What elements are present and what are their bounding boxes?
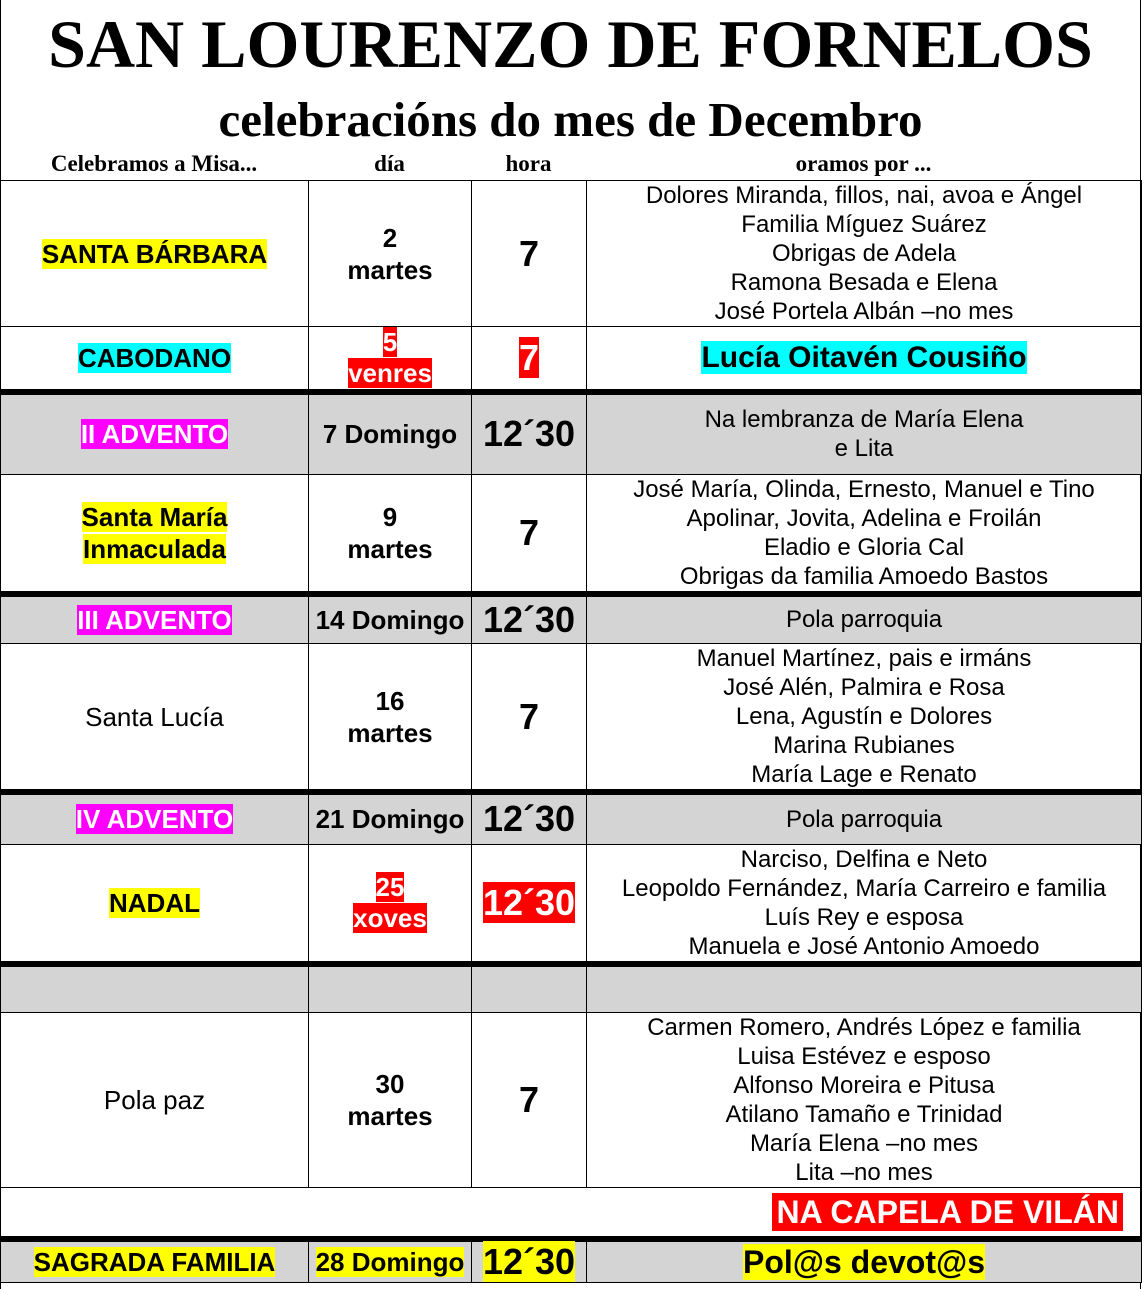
hour-cell bbox=[472, 474, 587, 594]
day-number: 2 bbox=[382, 222, 398, 253]
celebration-label: Pola paz bbox=[103, 1085, 206, 1115]
day-value: 14 Domingo bbox=[315, 604, 465, 635]
hour-cell bbox=[472, 644, 587, 793]
celebration-cell bbox=[1, 644, 309, 793]
table-row bbox=[1, 644, 1142, 793]
hour-cell bbox=[472, 844, 587, 964]
intention-line: José Alén, Palmira e Rosa bbox=[723, 674, 1005, 701]
intentions-cell bbox=[587, 844, 1142, 964]
intention-line: Alfonso Moreira e Pitusa bbox=[733, 1072, 995, 1099]
day-number: 16 bbox=[375, 685, 405, 716]
celebration-cell bbox=[1, 327, 309, 393]
empty-cell bbox=[472, 964, 587, 1013]
intentions-cell bbox=[587, 1239, 1142, 1283]
celebration-cell bbox=[1, 181, 309, 327]
celebration-label: IV ADVENTO bbox=[75, 804, 234, 835]
day-value: 21 Domingo bbox=[315, 804, 465, 835]
weekday: martes bbox=[347, 1101, 433, 1131]
day-cell bbox=[309, 474, 472, 594]
schedule-table bbox=[0, 180, 1142, 1283]
day-cell bbox=[309, 644, 472, 793]
intention-line: Atilano Tamaño e Trinidad bbox=[725, 1101, 1003, 1128]
day-cell bbox=[309, 392, 472, 474]
intentions-cell bbox=[587, 327, 1142, 393]
intention-line: Familia Míguez Suárez bbox=[741, 211, 987, 238]
intention-line: Obrigas de Adela bbox=[771, 240, 957, 267]
celebration-label-line: Inmaculada bbox=[82, 533, 227, 564]
intention-line: José María, Olinda, Ernesto, Manuel e Tino bbox=[633, 475, 1095, 503]
hour-value: 12´30 bbox=[482, 1240, 576, 1282]
intention-line: Leopoldo Fernández, María Carreiro e familia bbox=[621, 874, 1107, 902]
column-header-oramos: oramos por ... bbox=[795, 151, 932, 176]
celebration-label: SAGRADA FAMILIA bbox=[33, 1246, 276, 1277]
intentions-cell bbox=[587, 792, 1142, 844]
intentions-cell bbox=[587, 594, 1142, 644]
intention-line: Lena, Agustín e Dolores bbox=[735, 703, 993, 730]
day-cell bbox=[309, 327, 472, 393]
table-row bbox=[1, 1239, 1142, 1283]
intention-line: Luisa Estévez e esposo bbox=[737, 1043, 991, 1070]
celebration-cell bbox=[1, 594, 309, 644]
page-title: SAN LOURENZO DE FORNELOS bbox=[48, 6, 1093, 82]
celebration-label: NADAL bbox=[109, 887, 200, 918]
intention-line: e Lita bbox=[834, 435, 894, 463]
hour-value: 7 bbox=[518, 337, 540, 378]
column-header-dia: día bbox=[374, 151, 405, 176]
intention-line: Dolores Miranda, fillos, nai, avoa e Ángel bbox=[645, 182, 1083, 209]
intention-line: Ramona Besada e Elena bbox=[730, 269, 998, 296]
table-row bbox=[1, 844, 1142, 964]
intentions-cell bbox=[587, 181, 1142, 327]
intention-line: Luís Rey e esposa bbox=[764, 903, 964, 931]
notice-row bbox=[1, 1188, 1142, 1239]
hour-value: 7 bbox=[518, 1079, 540, 1120]
day-cell bbox=[309, 792, 472, 844]
celebration-label: II ADVENTO bbox=[80, 419, 229, 450]
celebration-cell bbox=[1, 474, 309, 594]
celebration-label-line: Santa María bbox=[81, 501, 228, 532]
weekday: martes bbox=[347, 717, 433, 748]
day-value: 28 Domingo bbox=[315, 1246, 465, 1277]
intention-line: Marina Rubianes bbox=[773, 732, 955, 759]
intention-line: Narciso, Delfina e Neto bbox=[740, 845, 988, 873]
weekday: xoves bbox=[353, 902, 427, 933]
table-row bbox=[1, 327, 1142, 393]
intention-line: Eladio e Gloria Cal bbox=[763, 533, 965, 561]
intention-line: Pola parroquia bbox=[785, 606, 943, 634]
day-cell bbox=[309, 181, 472, 327]
table-row bbox=[1, 1013, 1142, 1188]
intention-line: Pol@s devot@s bbox=[742, 1243, 985, 1280]
hour-value: 12´30 bbox=[482, 881, 576, 923]
celebration-label: Santa Lucía bbox=[85, 701, 224, 732]
empty-cell bbox=[1, 964, 309, 1013]
table-row bbox=[1, 392, 1142, 474]
hour-value: 12´30 bbox=[482, 598, 576, 640]
hour-cell bbox=[472, 1239, 587, 1283]
intention-line: José Portela Albán –no mes bbox=[714, 298, 1014, 325]
table-row bbox=[1, 474, 1142, 594]
notice-cell bbox=[1, 1188, 1142, 1239]
day-cell bbox=[309, 1239, 472, 1283]
day-cell bbox=[309, 1013, 472, 1188]
hour-value: 7 bbox=[518, 232, 540, 274]
intention-line: Lucía Oitavén Cousiño bbox=[701, 341, 1027, 374]
empty-cell bbox=[587, 964, 1142, 1013]
intention-line: Carmen Romero, Andrés López e familia bbox=[647, 1014, 1081, 1041]
table-row-empty bbox=[1, 964, 1142, 1013]
hour-cell bbox=[472, 392, 587, 474]
table-row bbox=[1, 181, 1142, 327]
page-subtitle: celebracións do mes de Decembro bbox=[218, 92, 923, 147]
intentions-cell bbox=[587, 474, 1142, 594]
intentions-cell bbox=[587, 644, 1142, 793]
hour-cell bbox=[472, 1013, 587, 1188]
celebration-cell bbox=[1, 844, 309, 964]
intention-line: María Lage e Renato bbox=[751, 761, 977, 788]
day-number: 30 bbox=[375, 1069, 405, 1099]
table-row bbox=[1, 792, 1142, 844]
weekday: martes bbox=[347, 533, 433, 564]
celebration-cell bbox=[1, 1239, 309, 1283]
day-cell bbox=[309, 844, 472, 964]
hour-cell bbox=[472, 181, 587, 327]
intentions-cell bbox=[587, 392, 1142, 474]
hour-value: 7 bbox=[518, 511, 540, 553]
hour-cell bbox=[472, 792, 587, 844]
hour-value: 12´30 bbox=[482, 413, 576, 455]
celebration-label: CABODANO bbox=[77, 343, 232, 373]
table-row bbox=[1, 594, 1142, 644]
column-header-misa: Celebramos a Misa... bbox=[50, 151, 258, 176]
day-number: 5 bbox=[382, 327, 398, 357]
intention-line: Obrigas da familia Amoedo Bastos bbox=[679, 562, 1049, 590]
celebration-cell bbox=[1, 792, 309, 844]
empty-cell bbox=[309, 964, 472, 1013]
day-number: 9 bbox=[382, 501, 398, 532]
column-header-hora: hora bbox=[505, 151, 552, 176]
celebration-label: III ADVENTO bbox=[77, 604, 232, 635]
intention-line: Manuela e José Antonio Amoedo bbox=[688, 932, 1040, 960]
day-value: 7 Domingo bbox=[322, 419, 458, 450]
intention-line: Pola parroquia bbox=[785, 805, 943, 833]
weekday: martes bbox=[347, 254, 433, 285]
hour-value: 7 bbox=[518, 695, 540, 737]
celebration-cell bbox=[1, 1013, 309, 1188]
hour-cell bbox=[472, 594, 587, 644]
intentions-cell bbox=[587, 1013, 1142, 1188]
intention-line: Na lembranza de María Elena bbox=[704, 406, 1024, 434]
celebration-label: SANTA BÁRBARA bbox=[41, 238, 268, 269]
celebration-cell bbox=[1, 392, 309, 474]
chapel-notice: NA CAPELA DE VILÁN bbox=[772, 1193, 1123, 1231]
day-number: 25 bbox=[375, 871, 405, 902]
intention-line: Manuel Martínez, pais e irmáns bbox=[696, 645, 1032, 672]
weekday: venres bbox=[348, 358, 432, 388]
day-cell bbox=[309, 594, 472, 644]
intention-line: Apolinar, Jovita, Adelina e Froilán bbox=[686, 504, 1042, 532]
intention-line: María Elena –no mes bbox=[749, 1130, 979, 1157]
hour-cell bbox=[472, 327, 587, 393]
intention-line: Lita –no mes bbox=[795, 1159, 933, 1186]
hour-value: 12´30 bbox=[482, 798, 576, 840]
